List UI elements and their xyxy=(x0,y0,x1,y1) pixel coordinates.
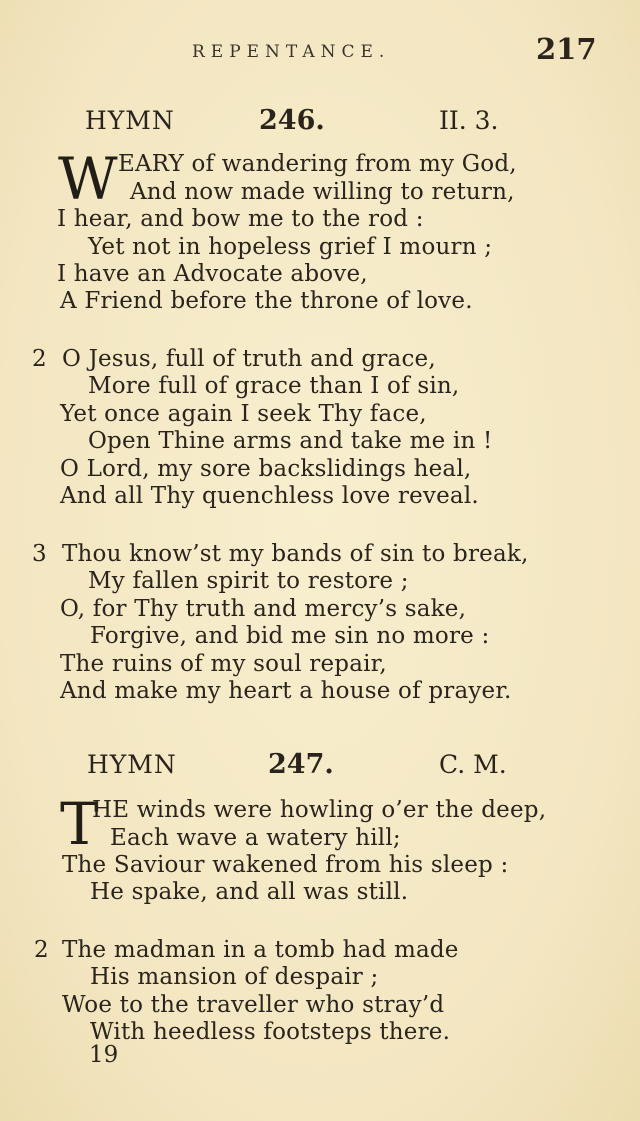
verse-line: And now made willing to return, xyxy=(130,179,515,205)
verse-line: The Saviour wakened from his sleep : xyxy=(62,852,509,878)
verse-line: Open Thine arms and take me in ! xyxy=(88,428,493,454)
signature-mark: 19 xyxy=(89,1042,119,1068)
verse-line: O Jesus, full of truth and grace, xyxy=(62,346,436,372)
hymn-meter: C. M. xyxy=(439,750,507,779)
verse-line: O, for Thy truth and mercy’s sake, xyxy=(60,596,467,622)
verse-line: I hear, and bow me to the rod : xyxy=(57,206,424,232)
verse-line: EARY of wandering from my God, xyxy=(118,151,517,177)
verse-line: Each wave a watery hill; xyxy=(110,825,401,851)
verse-line: HE winds were howling o’er the deep, xyxy=(92,797,547,823)
verse-number: 2 xyxy=(32,346,47,372)
hymn-number: 247. xyxy=(268,749,334,780)
verse-line: My fallen spirit to restore ; xyxy=(88,568,409,594)
verse-line: Forgive, and bid me sin no more : xyxy=(90,623,490,649)
hymn-number: 246. xyxy=(259,105,325,136)
verse-number: 3 xyxy=(32,541,47,567)
hymn-meter: II. 3. xyxy=(439,106,499,135)
verse-line: His mansion of despair ; xyxy=(90,964,379,990)
verse-line: More full of grace than I of sin, xyxy=(88,373,460,399)
hymn-246-header xyxy=(0,106,640,142)
verse-line: Yet not in hopeless grief I mourn ; xyxy=(88,234,493,260)
verse-line: He spake, and all was still. xyxy=(90,879,409,905)
verse-line: I have an Advocate above, xyxy=(57,261,368,287)
verse-line: With heedless footsteps there. xyxy=(90,1019,451,1045)
drop-cap: W xyxy=(58,145,118,213)
hymn-label: HYMN xyxy=(87,750,177,779)
verse-line: Woe to the traveller who stray’d xyxy=(62,992,445,1018)
verse-line: And make my heart a house of prayer. xyxy=(60,678,512,704)
verse-line: The madman in a tomb had made xyxy=(62,937,459,963)
hymn-label: HYMN xyxy=(85,106,175,135)
verse-line: And all Thy quenchless love reveal. xyxy=(60,483,479,509)
page-number: 217 xyxy=(536,32,597,66)
drop-cap: T xyxy=(60,790,99,858)
verse-line: A Friend before the throne of love. xyxy=(60,288,473,314)
verse-line: The ruins of my soul repair, xyxy=(60,651,387,677)
verse-line: O Lord, my sore backslidings heal, xyxy=(60,456,472,482)
verse-line: Thou know’st my bands of sin to break, xyxy=(62,541,529,567)
verse-number: 2 xyxy=(34,937,49,963)
hymn-247-header xyxy=(0,750,640,786)
verse-line: Yet once again I seek Thy face, xyxy=(60,401,427,427)
running-header: REPENTANCE. xyxy=(192,42,391,62)
